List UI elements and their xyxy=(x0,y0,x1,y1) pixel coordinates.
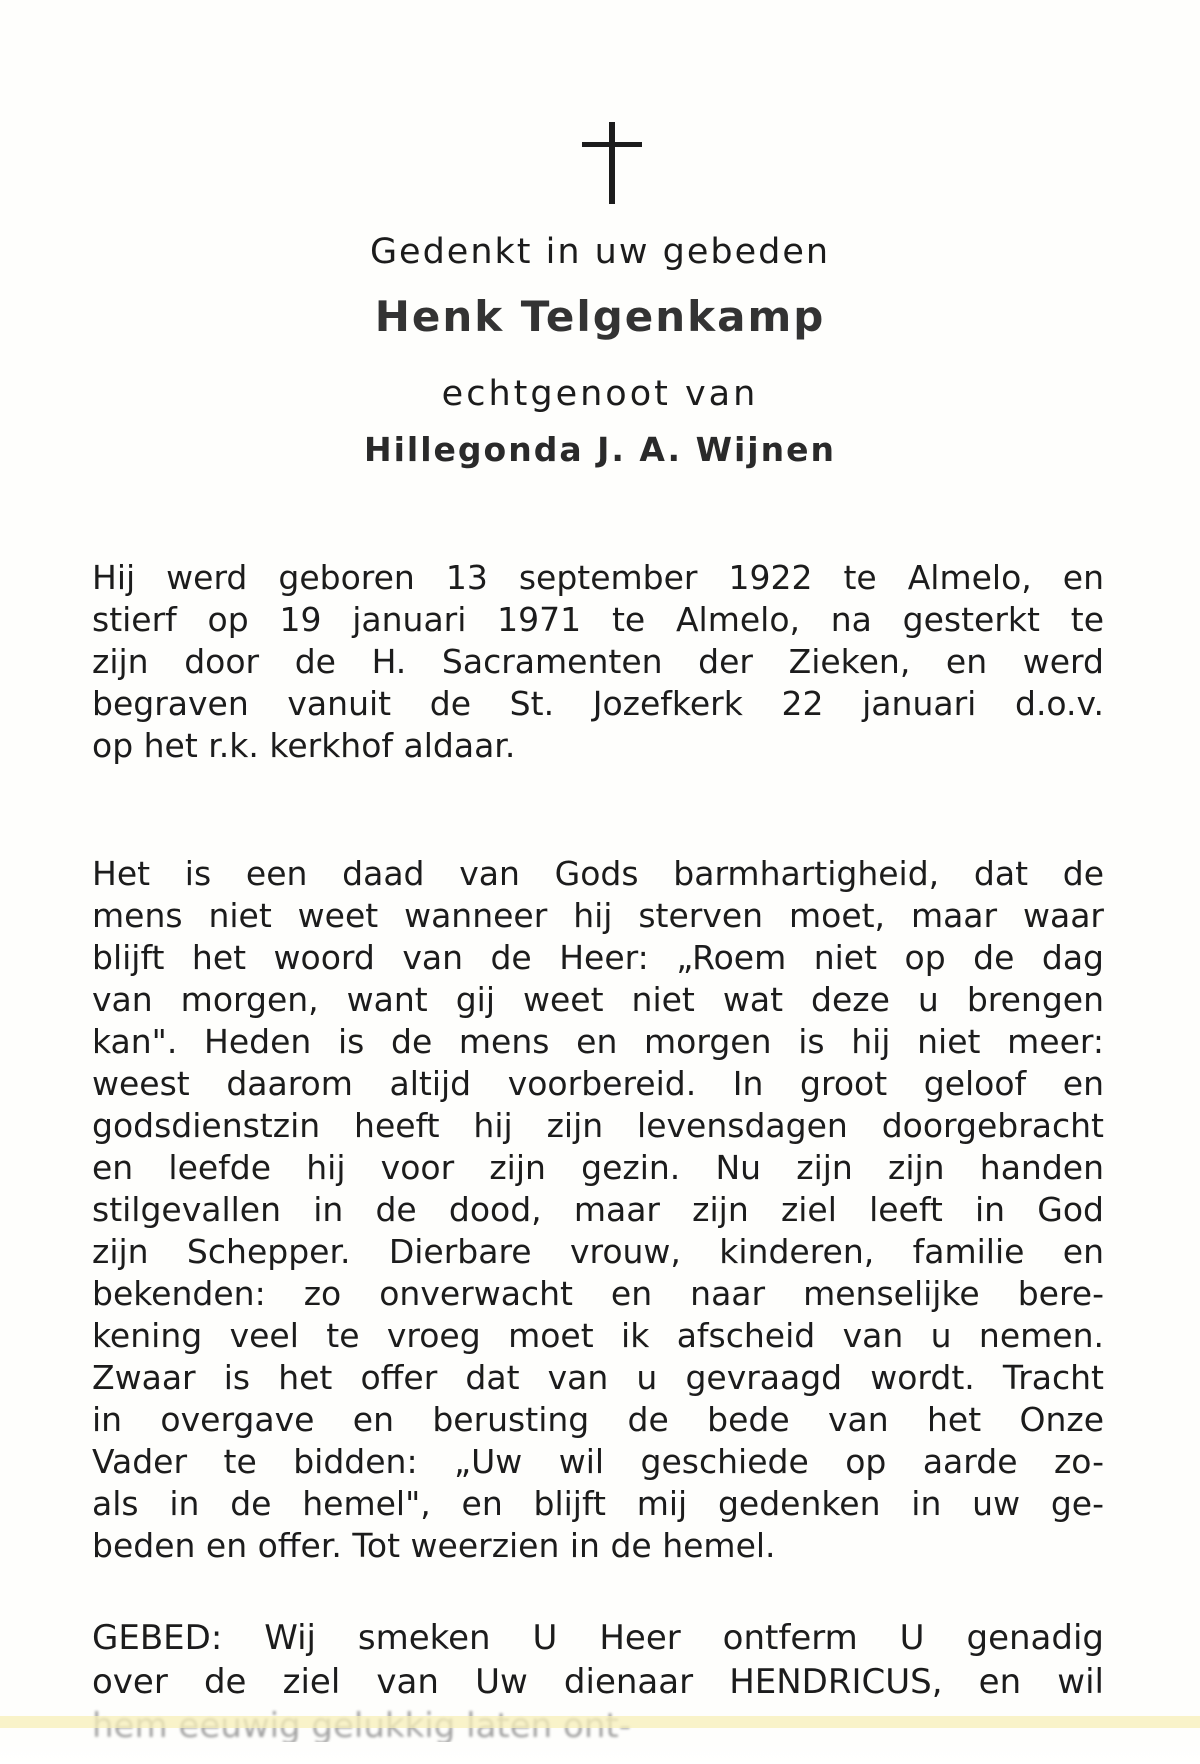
biography-paragraph xyxy=(92,557,1104,767)
reflection-line: kan". Heden is de mens en morgen is hij niet meer: xyxy=(92,1022,1104,1061)
reflection-line: zijn Schepper. Dierbare vrouw, kinderen, familie en xyxy=(92,1232,1104,1271)
deceased-name: Henk Telgenkamp xyxy=(374,292,826,341)
biography-line: begraven vanuit de St. Jozefkerk 22 januari d.o.v. xyxy=(92,684,1104,723)
biography-line: op het r.k. kerkhof aldaar. xyxy=(92,726,516,765)
reflection-line: stilgevallen in de dood, maar zijn ziel leeft in God xyxy=(92,1190,1104,1229)
spouse-prefix: echtgenoot van xyxy=(441,374,759,414)
reflection-line: Vader te bidden: „Uw wil geschiede op aarde zo- xyxy=(92,1442,1104,1481)
reflection-line: beden en offer. Tot weerzien in de hemel. xyxy=(92,1526,776,1565)
reflection-line: weest daarom altijd voorbereid. In groot geloof en xyxy=(92,1064,1104,1103)
cross-horizontal-bar xyxy=(582,142,642,147)
biography-line: zijn door de H. Sacramenten der Zieken, en werd xyxy=(92,642,1104,681)
spouse-name: Hillegonda J. A. Wijnen xyxy=(364,430,836,469)
reflection-line: Zwaar is het offer dat van u gevraagd wordt. Tracht xyxy=(92,1358,1104,1397)
reflection-paragraph xyxy=(92,853,1104,1567)
prayer-line: over de ziel van Uw dienaar HENDRICUS, en wil xyxy=(92,1662,1104,1702)
reflection-line: bekenden: zo onverwacht en naar menselijke bere- xyxy=(92,1274,1104,1313)
prayer-paragraph xyxy=(92,1616,1104,1748)
paper-stain xyxy=(0,1716,1200,1728)
reflection-line: blijft het woord van de Heer: „Roem niet op de dag xyxy=(92,938,1104,977)
cross-icon xyxy=(582,122,642,204)
prayer-line: GEBED: Wij smeken U Heer ontferm U genadig xyxy=(92,1618,1104,1658)
reflection-line: kening veel te vroeg moet ik afscheid van u nemen. xyxy=(92,1316,1104,1355)
remember-line: Gedenkt in uw gebeden xyxy=(369,232,831,272)
reflection-line: in overgave en berusting de bede van het Onze xyxy=(92,1400,1104,1439)
reflection-line: en leefde hij voor zijn gezin. Nu zijn zijn handen xyxy=(92,1148,1104,1187)
biography-line: Hij werd geboren 13 september 1922 te Almelo, en xyxy=(92,558,1104,597)
cross-vertical-bar xyxy=(609,122,615,204)
reflection-line: Het is een daad van Gods barmhartigheid, dat de xyxy=(92,854,1104,893)
reflection-line: als in de hemel", en blijft mij gedenken in uw ge- xyxy=(92,1484,1104,1523)
reflection-line: van morgen, want gij weet niet wat deze u brengen xyxy=(92,980,1104,1019)
reflection-line: mens niet weet wanneer hij sterven moet, maar waar xyxy=(92,896,1104,935)
biography-line: stierf op 19 januari 1971 te Almelo, na gesterkt te xyxy=(92,600,1104,639)
reflection-line: godsdienstzin heeft hij zijn levensdagen doorgebracht xyxy=(92,1106,1104,1145)
scan-edge xyxy=(0,1742,1200,1764)
